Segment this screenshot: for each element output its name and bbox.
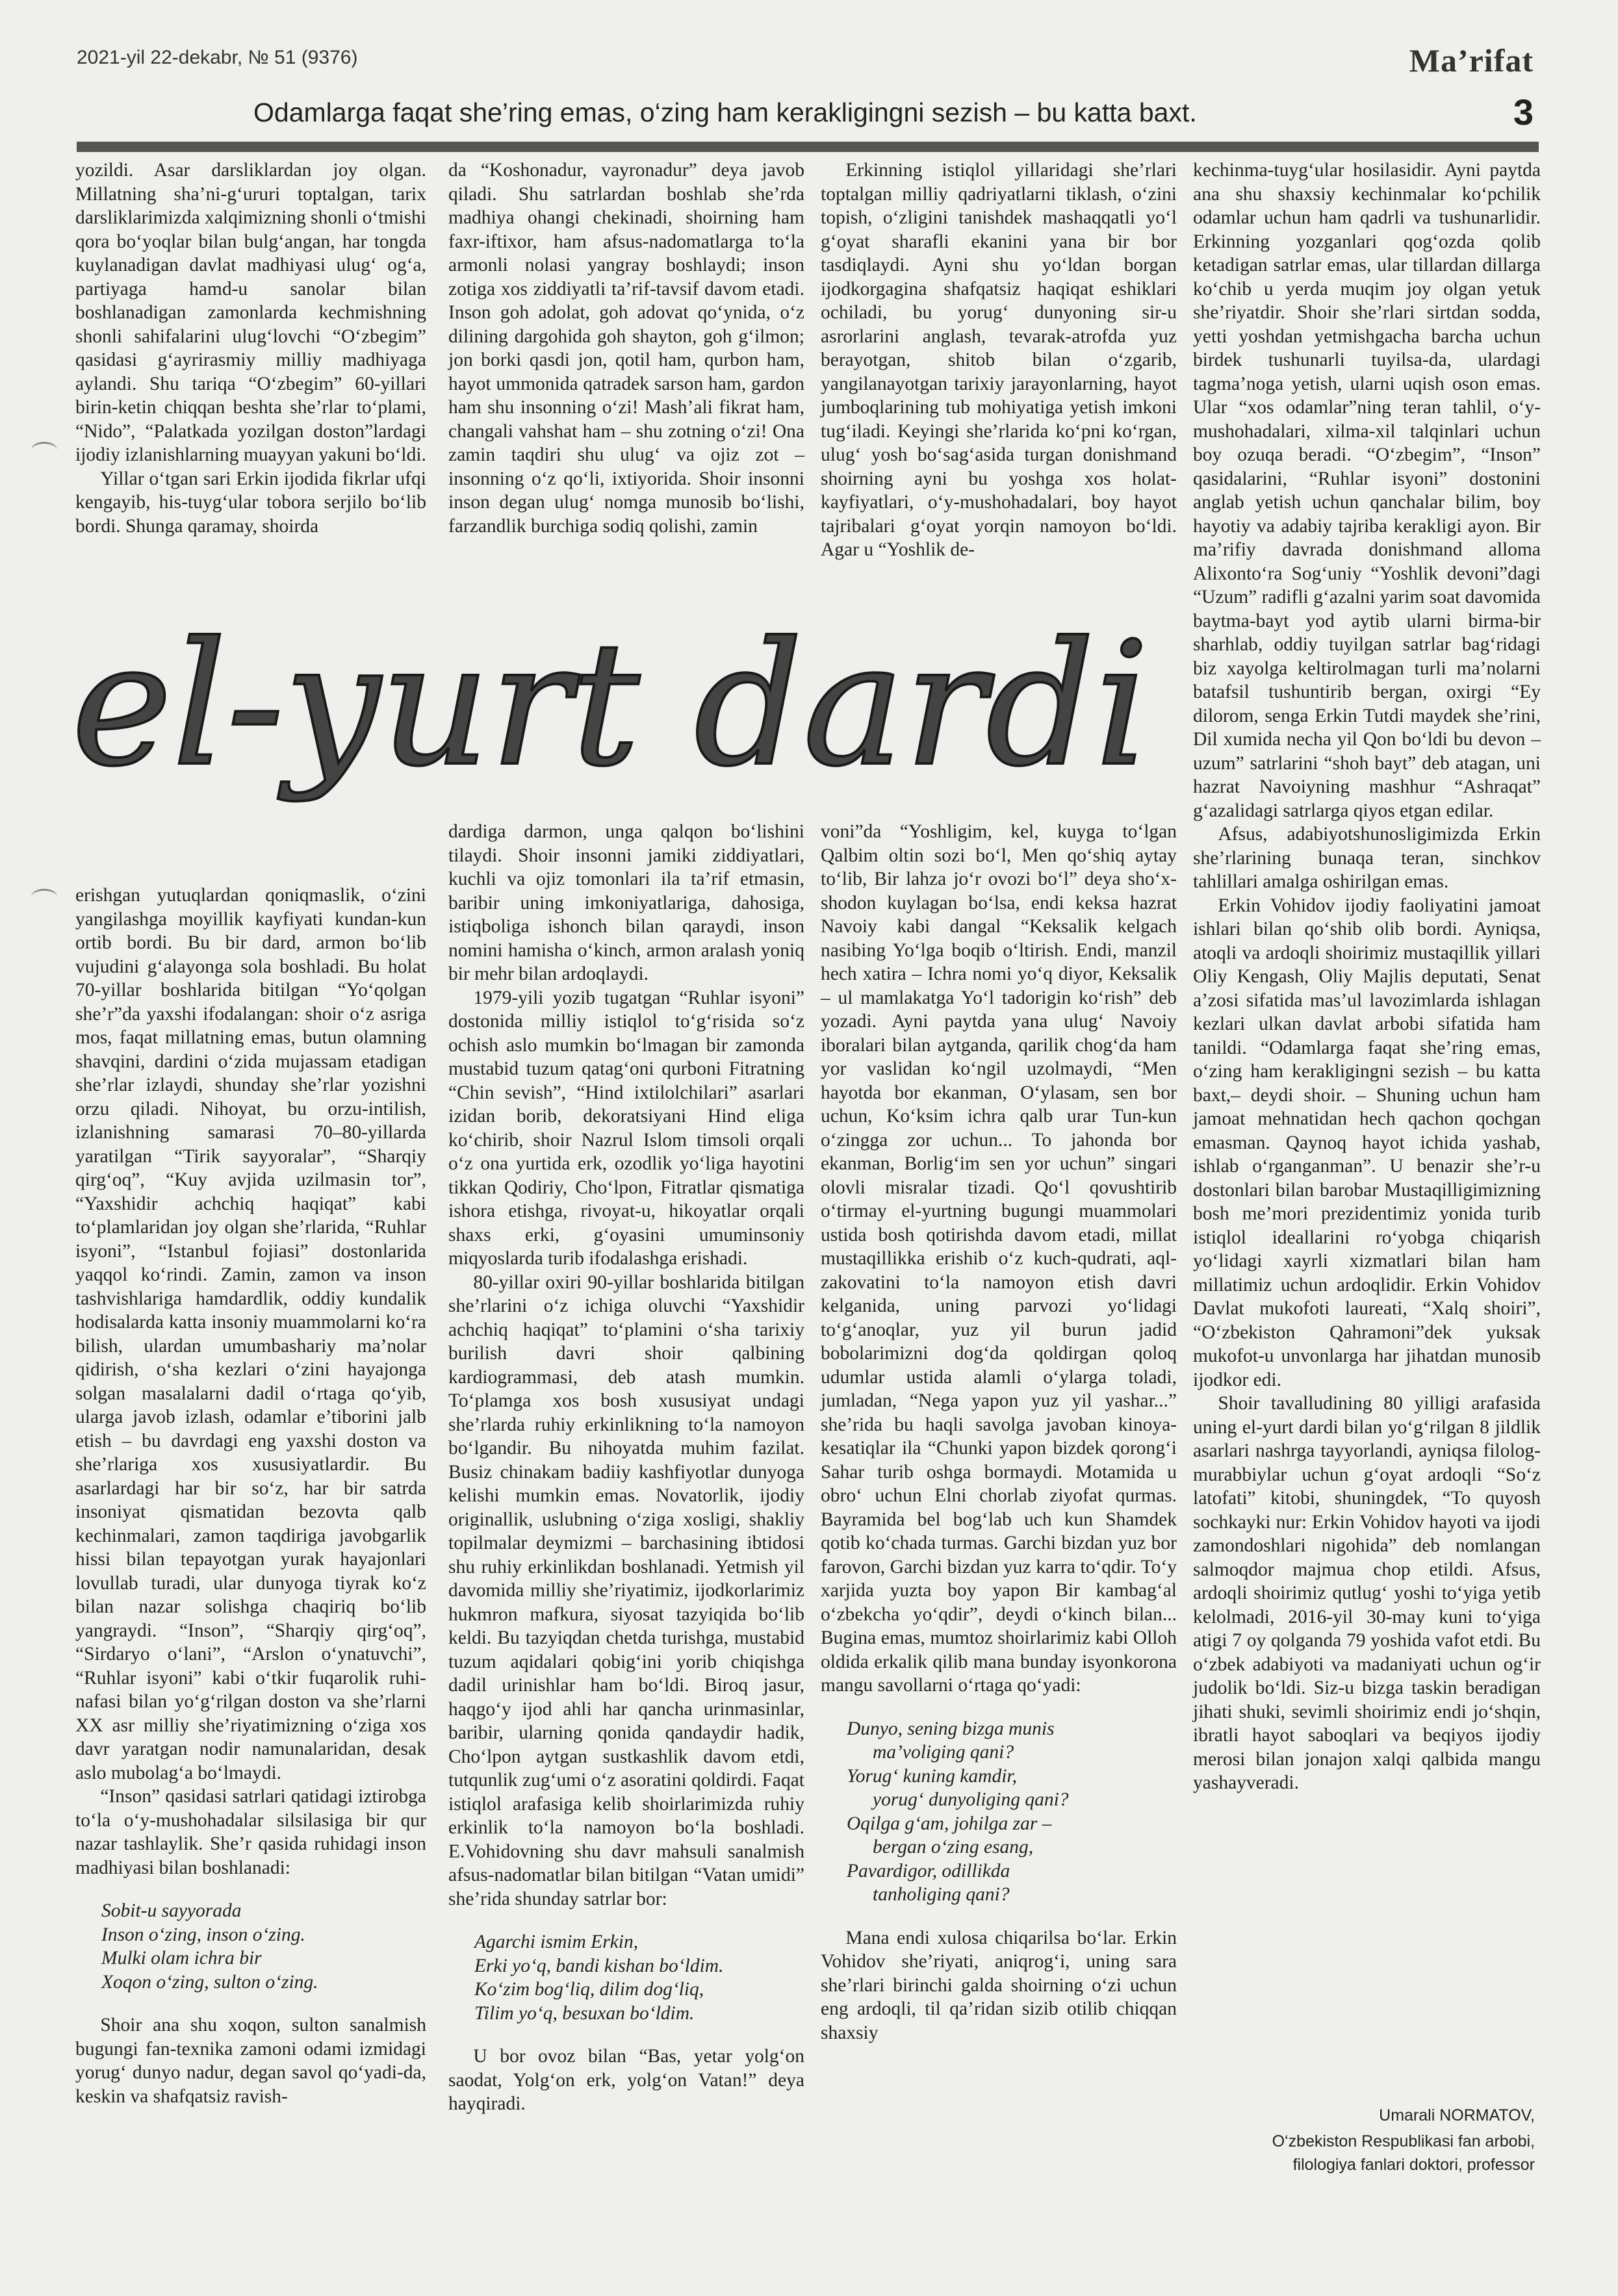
paragraph: Shoir tavalludining 80 yilligi arafasida uning el-yurt dardi bilan yo‘g‘rilgan 8 jildlik asarlari nashrga tayyorlandi, ayniqsa filolog-murabbiylar uchun g‘oyat ardoqli “So‘z latofati” kitobi, shuningdek, “To quyosh sochkayki nur: Erkin Vohidov hayoti va ijodi zamondoshlari nigohida” deb nomlangan salmoqdor majmua chop etildi. Afsus, ardoqli shoirimiz qutlug‘ yoshi to‘yiga yetib kelolmadi, 2016-yil 30-may kuni to‘yiga atigi 7 oy qolganda 79 yoshida vafot etdi. Bu o‘zbek adabiyoti va madaniyati uchun og‘ir judolik bo‘ldi. Siz-u bizga taskin beradigan jihati shuki, sevimli shoirimiz endi jo‘shqin, ibratli hayot saboqlari va beqiyos ijodiy merosi bilan jonajon xalqi qalbida mangu yashayveradi.: [1193, 1393, 1541, 1793]
poem-line: bergan o‘zing esang,: [873, 1837, 1034, 1857]
top-column-3: [821, 159, 1177, 562]
headline-text: el-yurt dardi: [71, 606, 1149, 804]
poem-line: Erki yo‘q, bandi kishan bo‘ldim.: [474, 1955, 724, 1976]
poem-vatan-umidi: [474, 1930, 804, 2025]
poem-dunyo: [847, 1717, 1177, 1907]
poem-line: Tilim yo‘q, besuxan bo‘ldim.: [474, 2002, 695, 2024]
poem-line: Pavardigor, odillikda: [847, 1860, 1010, 1881]
header-rule: [77, 142, 1539, 152]
poem-line: Dunyo, sening bizga munis: [847, 1718, 1055, 1739]
top-column-2: [448, 159, 804, 538]
poem-line: ma’voliging qani?: [873, 1742, 1014, 1763]
poem-line: Sobit-u sayyorada: [101, 1900, 242, 1921]
paragraph: dardiga darmon, unga qalqon bo‘lishini tilaydi. Shoir insonni jamiki ziddiyatlari, kuchli va ojiz tomonlari ila ta’rif etmasin, baribir uning imkoniyatlariga, dahosiga, istiqboliga ishonch bilan qaraydi, inson nomini hamisha o‘kinch, armon aralash yoniq bir mehr bilan ardoqlaydi.: [448, 821, 804, 984]
column-4: [1193, 159, 1541, 1795]
paragraph: voni”da “Yoshligim, kel, kuyga to‘lgan Qalbim oltin sozi bo‘l, Men qo‘shiq aytay to‘lib, Bir lahza jo‘r ovozi bo‘l” deya sho‘x-shodon kuylagan bo‘lsa, endi keksa hazrat Navoiy kabi dangal “Keksalik kelgach nasibing Yo‘lga boqib o‘ltirish. Endi, manzil hech xatira – Ichra nomi yo‘q diyor, Keksalik – ul mamlakatga Yo‘l tadorigin ko‘rish” deb yozadi. Ayni paytda yana ulug‘ Navoiy iboralari bilan aytganda, qarilik chog‘da ham yor vaslidan ko‘ngil uzolmaydi, “Men hayotda bor ekanman, O‘ylasam, sen bor uchun, Ko‘ksim ichra qalb urar Tun-kun o‘zingga zor uchun... To jahonda bor ekanman, Borlig‘im sen yor uchun” singari olovli misralar tizadi. Qo‘l qovushtirib o‘tirmay el-yurtning bugungi muammolari ustida bosh qotirishda davom etadi, millat mustaqillikka erishib o‘z kuch-qudrati, aql-zakovatini to‘la namoyon etish davri kelganida, uning parvozi yo‘lidagi to‘g‘anoqlar, yuz yil burun jadid bobolarimizni dog‘da qoldirgan qoloq udumlar ustida alamli o‘ylarga toladi, jumladan, “Nega yapon yuz yil yashar...” she’rida bu haqli savolga javoban kinoya-kesatiqlar ila “Chunki yapon bizdek qorong‘i Sahar turib oshga bormaydi. Motamida u obro‘ uchun Elni chorlab ziyofat qurmas. Bayramida bel bog‘lab uch kun Shamdek qotib ko‘chada turmas. Garchi bizdan yuz bor farovon, Garchi bizdan yuz karra to‘qdir. To‘y xarjida yuzta boy yapon Bir kambag‘al o‘zbekcha yo‘qdir”, deydi o‘kinch bilan... Bugina emas, mumtoz shoirlarimiz kabi Olloh oldida erkalik qilib mana bunday isyonkorona mangu savollarni o‘rtaga qo‘yadi:: [821, 821, 1177, 1696]
top-column-1: [75, 159, 426, 538]
poem-line: Agarchi ismim Erkin,: [474, 1932, 639, 1952]
poem-line: Mulki olam ichra bir: [101, 1948, 262, 1969]
article-headline: [65, 604, 1149, 825]
punch-hole-mark: [31, 889, 57, 905]
paragraph: Shoir ana shu xoqon, sulton sanalmish bugungi fan-texnika zamoni odami izmidagi yorug‘ dunyo nadur, degan savol qo‘yadi-da, keskin va shafqatsiz ravish-: [75, 2015, 426, 2107]
page-number: 3: [1513, 92, 1534, 133]
author-title-1: O‘zbekiston Respublikasi fan arbobi,: [1272, 2132, 1535, 2150]
poem-line: Oqilga g‘am, johilga zar –: [847, 1813, 1052, 1834]
bottom-column-2: [448, 820, 804, 2116]
paragraph: Erkin Vohidov ijodiy faoliyatini jamoat ishlari bilan qo‘shib olib bordi. Ayniqsa, atoqli va ardoqli shoirimiz mustaqillik yillari Oliy Kengash, Oliy Majlis deputati, Senat a’zosi sifatida mas’ul lavozimlarda ishlagan kezlari ulkan davlat arbobi sifatida ham tanildi. “Odamlarga faqat she’ring emas, o‘zing ham kerakligingni sezish – bu katta baxt,– deydi shoir. – Shuning uchun ham jamoat mehnatidan hech qachon qochgan emasman. Qaynoq hayot ichida yashab, ishlab o‘rganganman”. U benazir she’r-u dostonlari bilan barobar Mustaqilligimizning bosh me’mori prezidentimiz yonida turib istiqlol ideallarini ro‘yobga chiqarish yo‘lidagi xayrli xizmatlari bilan ham millatimiz uchun ardoqlidir. Erkin Vohidov Davlat mukofoti laureati, “Xalq shoiri”, “O‘zbekiston Qahramoni”dek yuksak mukofot-u unvonlarga har jihatdan munosib ijodkor edi.: [1193, 895, 1541, 1390]
paragraph: Yillar o‘tgan sari Erkin ijodida fikrlar ufqi kengayib, his-tuyg‘ular tobora serjilo bo‘lib bordi. Shunga qaramay, shoirda: [75, 468, 426, 537]
punch-hole-mark: [31, 442, 57, 458]
paragraph: 80-yillar oxiri 90-yillar boshlarida bitilgan she’rlarini o‘z ichiga oluvchi “Yaxshidir achchiq haqiqat” to‘plamini o‘sha tarixiy burilish davri shoir qalbining kardiogrammasi, deb atash mumkin. To‘plamga xos bosh xususiyat undagi she’rlarda ruhiy erkinlikning to‘la namoyon bo‘lgandir. Bu nihoyatda muhim fazilat. Busiz chinakam badiiy kashfiyotlar dunyoga kelishi mumkin emas. Novatorlik, ijodiy originallik, uslubning o‘ziga xosligi, shakliy topilmalar deymizmi – barchasining ibtidosi shu ruhiy erkinlikdan boshlanadi. Yetmish yil davomida milliy she’riyatimiz, ijodkorlarimiz hukmron mafkura, siyosat tazyiqida bo‘lib keldi. Bu tazyiqdan chetda turishga, mustabid tuzum aqidalari qobig‘ini yorib chiqishga dadil urinishlar ham bo‘ldi. Biroq jasur, haqgo‘y ijod ahli har qancha urinmasinlar, baribir, ularning qonida qandaydir hadik, Cho‘lpon aytgan sustkashlik davom etdi, tutqunlik zug‘umi o‘z asoratini qoldirdi. Faqat istiqlol arafasiga kelib shoirlarimizda ruhiy erkinlik to‘la namoyon bo‘la boshladi. E.Vohidovning shu davr mahsuli sanalmish afsus-nadomatlar bilan bitilgan “Vatan umidi” she’rida shunday satrlar bor:: [448, 1271, 804, 1909]
author-title-2: filologiya fanlari doktori, professor: [1292, 2156, 1535, 2174]
author-name: Umarali NORMATOV,: [1379, 2106, 1535, 2124]
bottom-column-3: [821, 820, 1177, 2045]
poem-line: Ko‘zim bog‘liq, dilim dog‘liq,: [474, 1979, 704, 2000]
paragraph: Mana endi xulosa chiqarilsa bo‘lar. Erkin Vohidov she’riyati, aniqrog‘i, uning sara she’rlari birinchi galda shoirning o‘zi uchun eng ardoqli, til qa’ridan sizib otilib chiqqan shaxsiy: [821, 1927, 1177, 2043]
poem-inson: [101, 1899, 426, 1994]
poem-line: Xoqon o‘zing, sulton o‘zing.: [101, 1971, 318, 1993]
paragraph: Erkinning istiqlol yillaridagi she’rlari toptalgan milliy qadriyatlarni tiklash, o‘zini topish, o‘zligini tanishdek mashaqqatli yo‘l g‘oyat sharafli ekanini yana bir bor tasdiqlaydi. Ayni shu yo‘ldan borgan ijodkorgagina shafqatsiz haqiqat eshiklari ochiladi, bu yorug‘ dunyoning sir-u asrorlarini anglash, tevarak-atrofda yuz berayotgan, shitob bilan o‘zgarib, yangilanayotgan tarixiy jarayonlarning, hayot jumboqlarining tub mohiyatiga yetish imkoni tug‘iladi. Keyingi she’rlarida ko‘pni ko‘rgan, ulug‘ yosh bo‘sag‘asida turgan donishmand shoirning ayni bu yoshga xos holat-kayfiyatlari, o‘y-mushohadalari, boy hayot tajribalari g‘oyat yorqin namoyon bo‘ldi. Agar u “Yoshlik de-: [821, 160, 1177, 560]
paragraph: “Inson” qasidasi satrlari qatidagi iztirobga to‘la o‘y-mushohadalar silsilasiga bir qur nazar tashlaylik. She’r qasida ruhidagi inson madhiyasi bilan boshlanadi:: [75, 1786, 426, 1878]
poem-line: Yorug‘ kuning kamdir,: [847, 1765, 1017, 1787]
issue-date: 2021-yil 22-dekabr, № 51 (9376): [77, 47, 358, 68]
paragraph: Afsus, adabiyotshunosligimizda Erkin she’rlarining bunaqa teran, sinchkov tahlillari amalga oshirilgan emas.: [1193, 824, 1541, 892]
paragraph: U bor ovoz bilan “Bas, yetar yolg‘on saodat, Yolg‘on erk, yolg‘on Vatan!” deya hayqiradi.: [448, 2046, 804, 2114]
paragraph: 1979-yili yozib tugatgan “Ruhlar isyoni” dostonida milliy istiqlol to‘g‘risida so‘z ochish aslo mumkin bo‘lmagan bir zamonda mustabid tuzum qatag‘oni qurboni Fitratning “Chin sevish”, “Hind ixtilolchilari” asarlari izidan borib, dekoratsiyani Hind eliga ko‘chirib, shoir Nazrul Islom timsoli orqali o‘z ona yurtida erk, ozodlik yo‘liga hayotini tikkan Qodiriy, Cho‘lpon, Fitratlar qismatiga ishora etishga, rivoyat-u, hikoyatlar orqali shaxs erki, g‘oyasini umuminsoniy miqyoslarda turib ifodalashga erishadi.: [448, 987, 804, 1269]
poem-line: yorug‘ dunyoliging qani?: [873, 1789, 1069, 1810]
paragraph: da “Koshonadur, vayronadur” deya javob qiladi. Shu satrlardan boshlab she’rda madhiya ohangi chekinadi, shoirning ham faxr-iftixor, ham afsus-nadomatlarga to‘la armonli nolasi yangray boshlaydi; inson zotiga xos ziddiyatli ta’rif-tavsif davom etadi. Inson goh adolat, goh adovat qo‘ynida, o‘z dilining dargohida goh shayton, goh g‘ilmon; jon borki qasdi jon, qotil ham, qurbon ham, hayot ummonida qatradek sarson ham, gardon ham shu insonning o‘zi! Mash’ali fikrat ham, changali vahshat ham – shu zotning o‘zi! Ona zamin taqdiri shu ulug‘ va ojiz zot – insonning o‘z qo‘li, ixtiyorida. Shoir insonni inson degan ulug‘ nomga munosib bo‘lishi, farzandlik burchiga sodiq qolishi, zamin: [448, 160, 804, 537]
bottom-column-1: [75, 884, 426, 2108]
poem-line: Inson o‘zing, inson o‘zing.: [101, 1924, 305, 1945]
paragraph: erishgan yutuqlardan qoniqmaslik, o‘zini yangilashga moyillik kayfiyati kundan-kun ortib bordi. Bu bir dard, armon bo‘lib vujudini g‘alayonga sola boshladi. Bu holat 70-yillar boshlarida bitilgan “Yo‘qolgan she’r”da yaxshi ifodalangan: shoir o‘z asriga mos, faqat millatning emas, butun olamning shavqini, dardini o‘zida mujassam etadigan she’rlar izlaydi, shunday she’rlar yozishni orzu qiladi. Nihoyat, bu orzu-intilish, izlanishning samarasi 70–80-yillarda yaratilgan “Tirik sayyoralar”, “Sharqiy qirg‘oq”, “Kuy avjida uzilmasin tor”, “Yaxshidir achchiq haqiqat” kabi to‘plamlaridan joy olgan she’rlarida, “Ruhlar isyoni”, “Istanbul fojiasi” dostonlarida yaqqol ko‘rindi. Zamin, zamon va inson tashvishlariga hamdardlik, oddiy kundalik hodisalarda katta insoniy muammolarni ko‘ra bilish, ulardan umumbashariy ma’nolar qidirish, o‘sha kezlari o‘zini hayajonga solgan masalalarni dadil o‘rtaga qo‘yib, ularga javob izlash, odamlar e’tiborini jalb etish – bu davrdagi eng yaxshi doston va she’rlariga xos xususiyatlardir. Bu asarlardagi har bir so‘z, har bir satrda insoniyat qismatidan bezovta qalb kechinmalari, zamon taqdiriga javobgarlik hissi bilan tepayotgan yurak hayajonlari lovullab turadi, ular dunyoga tiyrak ko‘z bilan nazar solishga chaqiriq bo‘lib yangraydi. “Inson”, “Sharqiy qirg‘oq”, “Sirdaryo o‘lani”, “Arslon o‘ynatuvchi”, “Ruhlar isyoni” kabi o‘tkir fuqarolik ruhi-nafasi bilan yo‘g‘rilgan doston va she’rlarni XX asr milliy she’riyatimizning o‘ziga xos davr yaratgan nodir namunalaridan, desak aslo mubolag‘a bo‘lmaydi.: [75, 885, 426, 1783]
page-tagline: Odamlarga faqat she’ring emas, o‘zing ham kerakligingni sezish – bu katta baxt.: [253, 97, 1197, 127]
poem-line: tanholiging qani?: [873, 1884, 1010, 1905]
newspaper-logo: Ma’rifat: [1409, 42, 1534, 79]
paragraph: kechinma-tuyg‘ular hosilasidir. Ayni paytda ana shu shaxsiy kechinmalar ko‘pchilik odamlar uchun ham qadrli va tushunarlidir. Erkinning yozganlari qog‘ozda qolib ketadigan satrlar emas, ular tillardan dillarga ko‘chib u yerda muqim joy olgan yetuk she’riyatdir. Shoir she’rlari sirtdan sodda, yetti yoshdan yetmishgacha barcha uchun birdek tushunarli tuyilsa-da, ulardagi tagma’noga yetish, ularni uqish oson emas. Ular “xos odamlar”ning teran tahlil, o‘y-mushohadalari, xilma-xil talqinlari uchun boy ozuqa beradi. “O‘zbegim”, “Inson” qasidalarini, “Ruhlar isyoni” dostonini anglab yetish uchun qanchalar bilim, boy hayotiy va adabiy tajriba kerakligi ayon. Bir ma’rifiy davrada donishmand alloma Alixonto‘ra Sog‘uniy “Yoshlik devoni”dagi “Uzum” radifli g‘azalni yarim soat davomida baytma-bayt yod aytib ularni birma-bir sharhlab, oddiy tuyilgan satrlar bag‘ridagi biz xayolga keltirolmagan turli ma’nolarni batafsil tushuntirib bergan, oxirgi “Ey dilorom, senga Erkin Tutdi maydek she’rini, Dil xumida necha yil Qon bo‘ldi bu devon – uzum” satrlarini “shoh bayt” deb atagan, uni hazrat Navoiyning mashhur “Ashraqat” g‘azalidagi satrlarga qiyos etgan edilar.: [1193, 160, 1541, 821]
paragraph: yozildi. Asar darsliklardan joy olgan. Millatning sha’ni-g‘ururi toptalgan, tarix darsliklarimizda xalqimizning shonli o‘tmishi qora bo‘yoqlar bilan bulg‘angan, har tongda kuylanadigan davlat madhiyasi ulug‘ og‘a, partiyaga hamd-u sanolar bilan boshlanadigan zamonlarda kechmishning shonli sahifalarini ulug‘lovchi “O‘zbegim” qasidasi g‘ayrirasmiy milliy madhiyaga aylandi. Shu tariqa “O‘zbegim” 60-yillari birin-ketin chiqqan beshta she’rlar to‘plami, “Nido”, “Palatkada yozilgan doston”lardagi ijodiy izlanishlarning muayyan yakuni bo‘ldi.: [75, 160, 426, 465]
